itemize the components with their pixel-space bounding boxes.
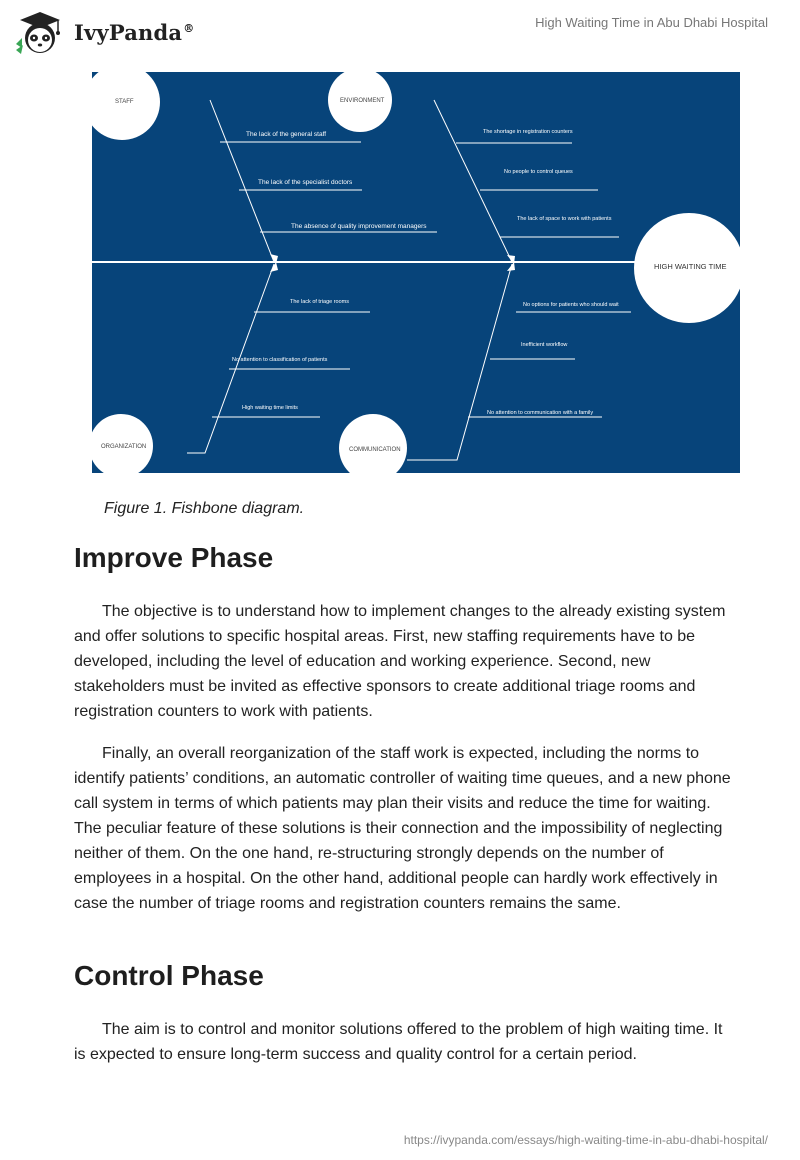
figure-caption: Figure 1. Fishbone diagram. xyxy=(104,500,305,517)
brand-logo[interactable] xyxy=(14,8,194,56)
cause-label: The absence of quality improvement managers xyxy=(291,223,427,230)
category-label-environment: ENVIRONMENT xyxy=(340,98,385,104)
paragraph: The aim is to control and monitor solutions offered to the problem of high waiting time. It is expected to ensure long-term success and quality control for a certain period. xyxy=(74,1021,723,1063)
cause-label: High waiting time limits xyxy=(242,405,298,411)
source-url-link[interactable]: https://ivypanda.com/essays/high-waiting-time-in-abu-dhabi-hospital/ xyxy=(403,1133,768,1147)
page-header xyxy=(0,0,800,60)
section-heading-control: Control Phase xyxy=(74,960,264,991)
cause-label: The lack of the specialist doctors xyxy=(258,179,353,186)
cause-label: The shortage in registration counters xyxy=(483,129,573,135)
cause-label: The lack of triage rooms xyxy=(290,299,349,305)
category-label-staff: STAFF xyxy=(115,99,134,105)
brand-name: IvyPanda® xyxy=(74,19,195,45)
cause-label: No attention to communication with a family xyxy=(487,410,594,416)
cause-label: No attention to classification of patients xyxy=(232,357,328,363)
cause-label: No people to control queues xyxy=(504,169,573,175)
document-title: High Waiting Time in Abu Dhabi Hospital xyxy=(535,15,768,30)
paragraph: The objective is to understand how to implement changes to the already existing system and offer solutions to specific hospital areas. First, new staffing requirements have to be developed, including the level of education and working experience. Second, new stakeholders must be invited as effective sponsors to create additional triage rooms and registration counters to work with patients. xyxy=(74,603,726,720)
category-label-organization: ORGANIZATION xyxy=(101,444,147,450)
panda-logo-icon xyxy=(14,8,66,56)
fishbone-diagram xyxy=(92,72,740,473)
cause-label: Inefficient workflow xyxy=(521,342,568,348)
effect-label: HIGH WAITING TIME xyxy=(654,262,727,271)
cause-label: The lack of the general staff xyxy=(246,131,327,138)
cause-label: The lack of space to work with patients xyxy=(517,216,612,222)
section-heading-improve: Improve Phase xyxy=(74,542,274,573)
cause-label: No options for patients who should wait xyxy=(523,302,619,308)
paragraph: Finally, an overall reorganization of the staff work is expected, including the norms to identify patients’ conditions, an automatic controller of waiting time queues, and a new phone call system in terms of which patients may plan their visits and reduce the time for waiting. The peculiar feature of these solutions is their connection and the impossibility of neglecting neither of them. On the one hand, re-structuring strongly depends on the number of employees in a hospital. On the other hand, additional people can hardly work effectively in case the number of triage rooms and registration counters remains the same. xyxy=(74,745,731,912)
category-label-communication: COMMUNICATION xyxy=(349,447,401,453)
